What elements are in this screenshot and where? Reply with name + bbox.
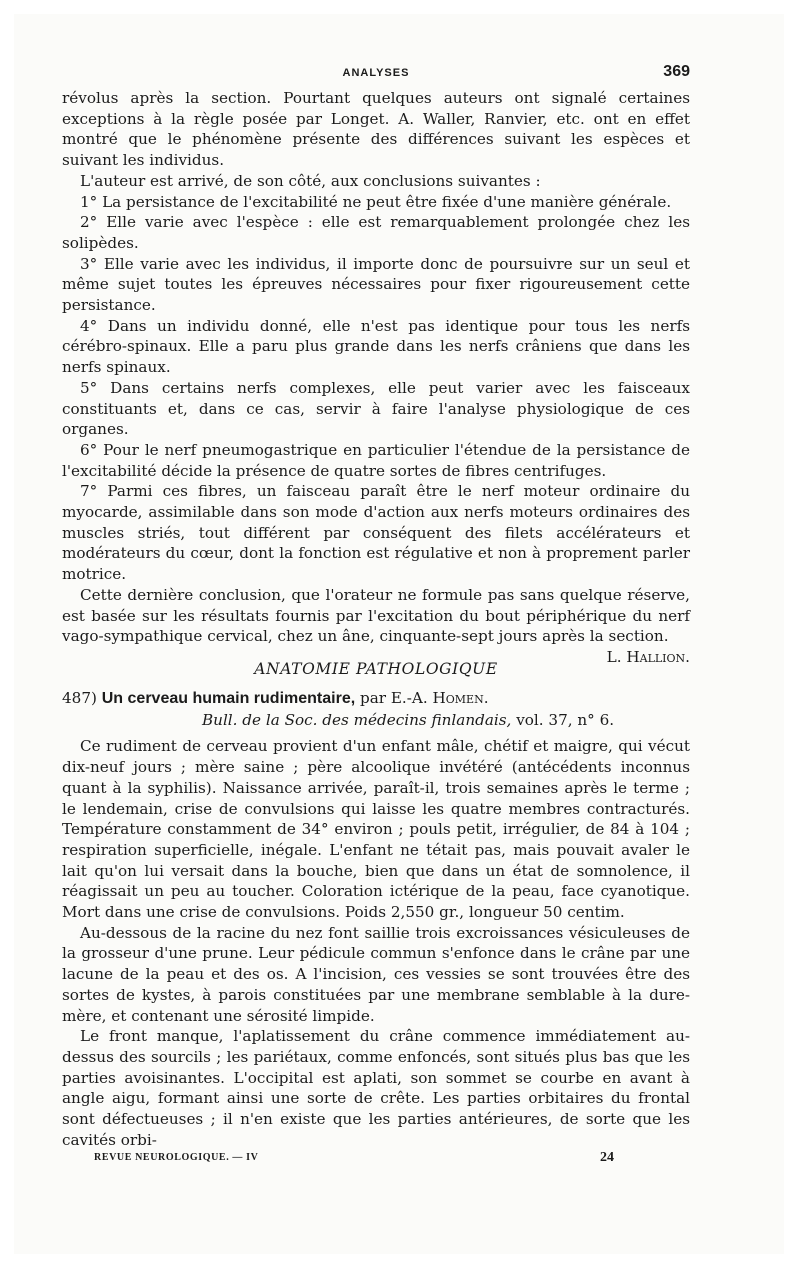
paragraph: Le front manque, l'aplatissement du crâne commence immédiatement au-dessus des sourcils ; les pariétaux, comme enfoncés, sont situés plus bas que les parties avoisinantes. L'occipital est aplati, son sommet se courbe en avant à angle aigu, formant ainsi une sorte de crête. Les parties orbitaires du frontal sont défectueuses ; il n'en existe que les parties antérieures, de sorte que les cavités orbi- [62, 1027, 690, 1149]
paragraph: Cette dernière conclusion, que l'orateur ne formule pas sans quelque réserve, est basée sur les résultats fournis par l'excitation du bout périphérique du nerf vago-sympathique cervical, chez un âne, cinquante-sept jours après la section. [62, 585, 690, 646]
footer-journal: REVUE NEUROLOGIQUE. — IV [94, 1152, 259, 1163]
paragraph: Au-dessous de la racine du nez font saillie trois excroissances vésiculeuses de la grosseur d'une prune. Leur pédicule commun s'enfonce dans le crâne par une lacune de la peau et des os. A l'incision, ces vessies se sont trouvées être des sortes de kystes, à parois constituées par une membrane semblable à la dure-mère, et contenant une sérosité limpide. [62, 923, 690, 1025]
article-heading [62, 688, 690, 710]
conclusion-item: 1° La persistance de l'excitabilité ne peut être fixée d'une manière générale. [80, 192, 672, 211]
article [62, 688, 690, 1150]
article-author: Homen. [432, 689, 489, 707]
page-footer [94, 1150, 614, 1170]
running-header [62, 63, 690, 85]
author-signature: L. Hallion. [606, 647, 690, 666]
conclusion-item: 3° Elle varie avec les individus, il importe donc de poursuivre sur un seul et même sujet toutes les épreuves nécessaires pour fixer rigoureusement cette persistance. [62, 254, 690, 315]
page-number: 369 [663, 63, 690, 80]
article-number: 487) [62, 689, 97, 707]
paragraph: révolus après la section. Pourtant quelques auteurs ont signalé certaines exceptions à la règle posée par Longet. A. Waller, Ranvier, etc. ont en effet montré que le phénomène présente des différences suivant les espèces et suivant les individus. [62, 89, 690, 170]
running-title: ANALYSES [342, 67, 410, 79]
article-journal: Bull. de la Soc. des médecins finlandais, [202, 710, 512, 729]
paragraph: L'auteur est arrivé, de son côté, aux conclusions suivantes : [80, 171, 541, 190]
article-by: par E.-A. [359, 689, 428, 707]
conclusion-item: 5° Dans certains nerfs complexes, elle peut varier avec les faisceaux constituants et, dans ce cas, servir à faire l'analyse physiologique de ces organes. [62, 378, 690, 439]
article-volume: vol. 37, n° 6. [516, 710, 615, 729]
signature-mark: 24 [600, 1150, 614, 1165]
conclusion-item: 2° Elle varie avec l'espèce : elle est remarquablement prolongée chez les solipèdes. [62, 213, 690, 252]
section-title: ANATOMIE PATHOLOGIQUE [254, 660, 498, 678]
paragraph: Ce rudiment de cerveau provient d'un enfant mâle, chétif et maigre, qui vécut dix-neuf jours ; mère saine ; père alcoolique invétéré (antécédents inconnus quant à la syphilis). Naissance arrivée, paraît-il, trois semaines après le terme ; le lendemain, crise de convulsions qui laisse les quatre membres contracturés. Température constamment de 34° environ ; pouls petit, irrégulier, de 84 à 104 ; respiration superficielle, inégale. L'enfant ne tétait pas, mais pouvait avaler le lait qu'on lui versait dans la bouche, bien que dans un état de somnolence, il réagissait un peu au toucher. Coloration ictérique de la peau, face cyanotique. Mort dans une crise de convulsions. Poids 2,550 gr., longueur 50 centim. [62, 737, 690, 922]
article-title: Un cerveau humain rudimentaire, [101, 690, 356, 707]
conclusion-item: 6° Pour le nerf pneumogastrique en particulier l'étendue de la persistance de l'excitabilité décide la présence de quatre sortes de fibres centrifuges. [62, 440, 690, 480]
conclusion-item: 7° Parmi ces fibres, un faisceau paraît être le nerf moteur ordinaire du myocarde, assimilable dans son mode d'action aux nerfs moteurs ordinaires des muscles striés, tout différent par conséquent des filets accélérateurs et modérateurs du cœur, dont la fonction est régulative et non à proprement parler motrice. [62, 482, 690, 584]
article-citation [62, 710, 690, 731]
previous-article-text [62, 88, 690, 668]
conclusion-item: 4° Dans un individu donné, elle n'est pas identique pour tous les nerfs cérébro-spinaux. Elle a paru plus grande dans les nerfs crâniens que dans les nerfs spinaux. [62, 316, 690, 377]
